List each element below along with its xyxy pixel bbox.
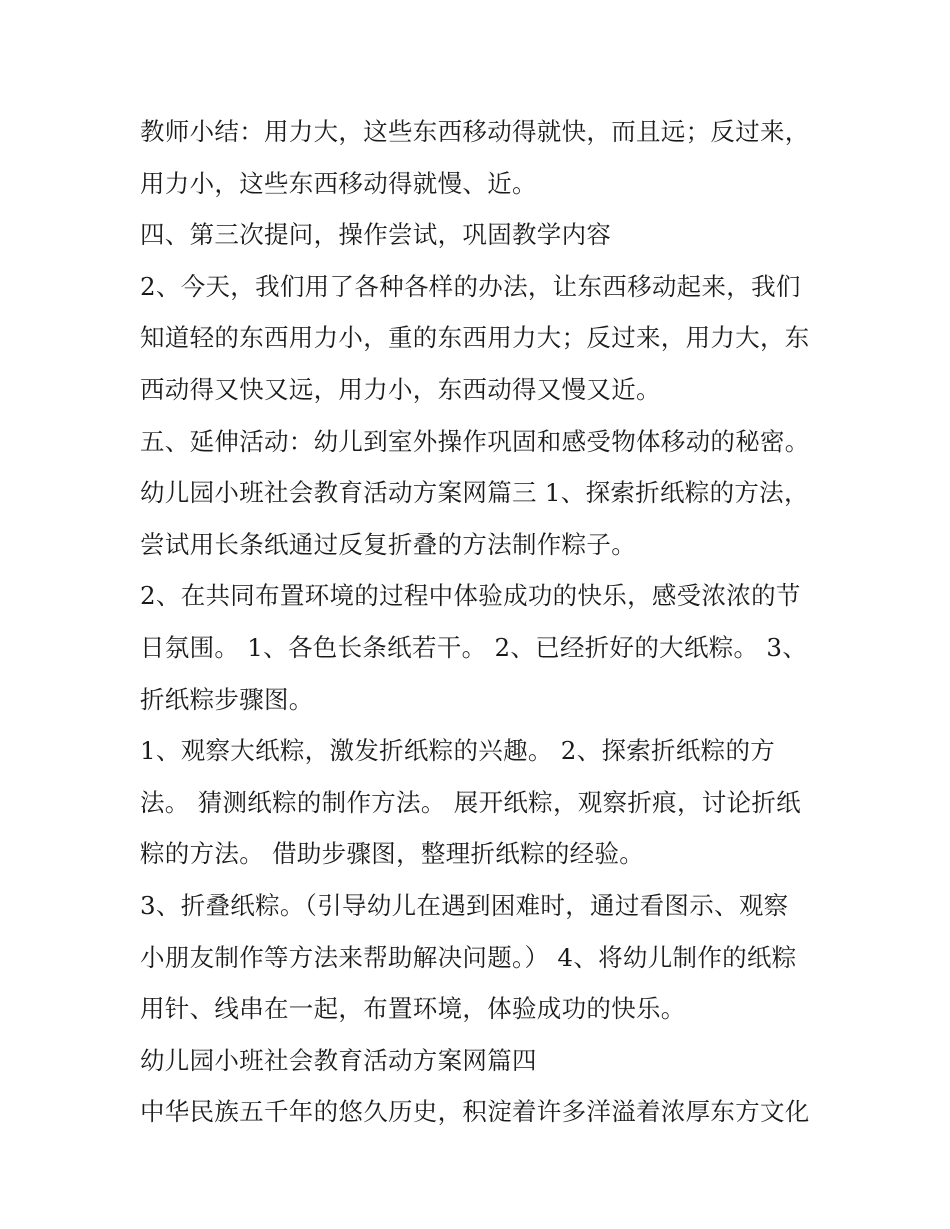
section-heading: 四、第三次提问，操作尝试，巩固教学内容 [140, 220, 612, 250]
body-text [140, 106, 830, 1138]
section-heading: 幼儿园小班社会教育活动方案网篇四 [140, 1045, 537, 1075]
text-line: 中华民族五千年的悠久历史，积淀着许多洋溢着浓厚东方文化 [140, 1097, 810, 1127]
text-line: 日氛围。 1、各色长条纸若干。 2、已经折好的大纸粽。 3、 [140, 632, 808, 662]
text-line: 西动得又快又远，用力小，东西动得又慢又近。 [140, 374, 661, 404]
text-line: 用力小，这些东西移动得就慢、近。 [140, 168, 537, 198]
section-heading: 五、延伸活动：幼儿到室外操作巩固和感受物体移动的秘密。 [140, 426, 810, 456]
text-line: 折纸粽步骤图。 [140, 684, 314, 714]
text-line: 用针、线串在一起，布置环境，体验成功的快乐。 [140, 994, 686, 1024]
text-line: 3、折叠纸粽。（引导幼儿在遇到困难时，通过看图示、观察 [140, 890, 789, 920]
text-line: 教师小结：用力大，这些东西移动得就快，而且远；反过来， [140, 117, 810, 146]
text-line: 2、今天，我们用了各种各样的办法，让东西移动起来，我们 [140, 271, 801, 301]
text-line: 幼儿园小班社会教育活动方案网篇三 1、探索折纸粽的方法， [140, 478, 809, 508]
text-line: 粽的方法。 借助步骤图，整理折纸粽的经验。 [140, 839, 645, 869]
text-line: 2、在共同布置环境的过程中体验成功的快乐，感受浓浓的节 [140, 581, 801, 611]
text-line: 1、观察大纸粽，激发折纸粽的兴趣。 2、探索折纸粽的方 [140, 736, 776, 766]
text-line: 小朋友制作等方法来帮助解决问题。） 4、将幼儿制作的纸粽 [140, 942, 797, 972]
text-line: 知道轻的东西用力小，重的东西用力大；反过来，用力大，东 [140, 323, 810, 353]
text-line: 法。 猜测纸粽的制作方法。 展开纸粽，观察折痕，讨论折纸 [140, 787, 801, 817]
text-line: 尝试用长条纸通过反复折叠的方法制作粽子。 [140, 529, 636, 559]
